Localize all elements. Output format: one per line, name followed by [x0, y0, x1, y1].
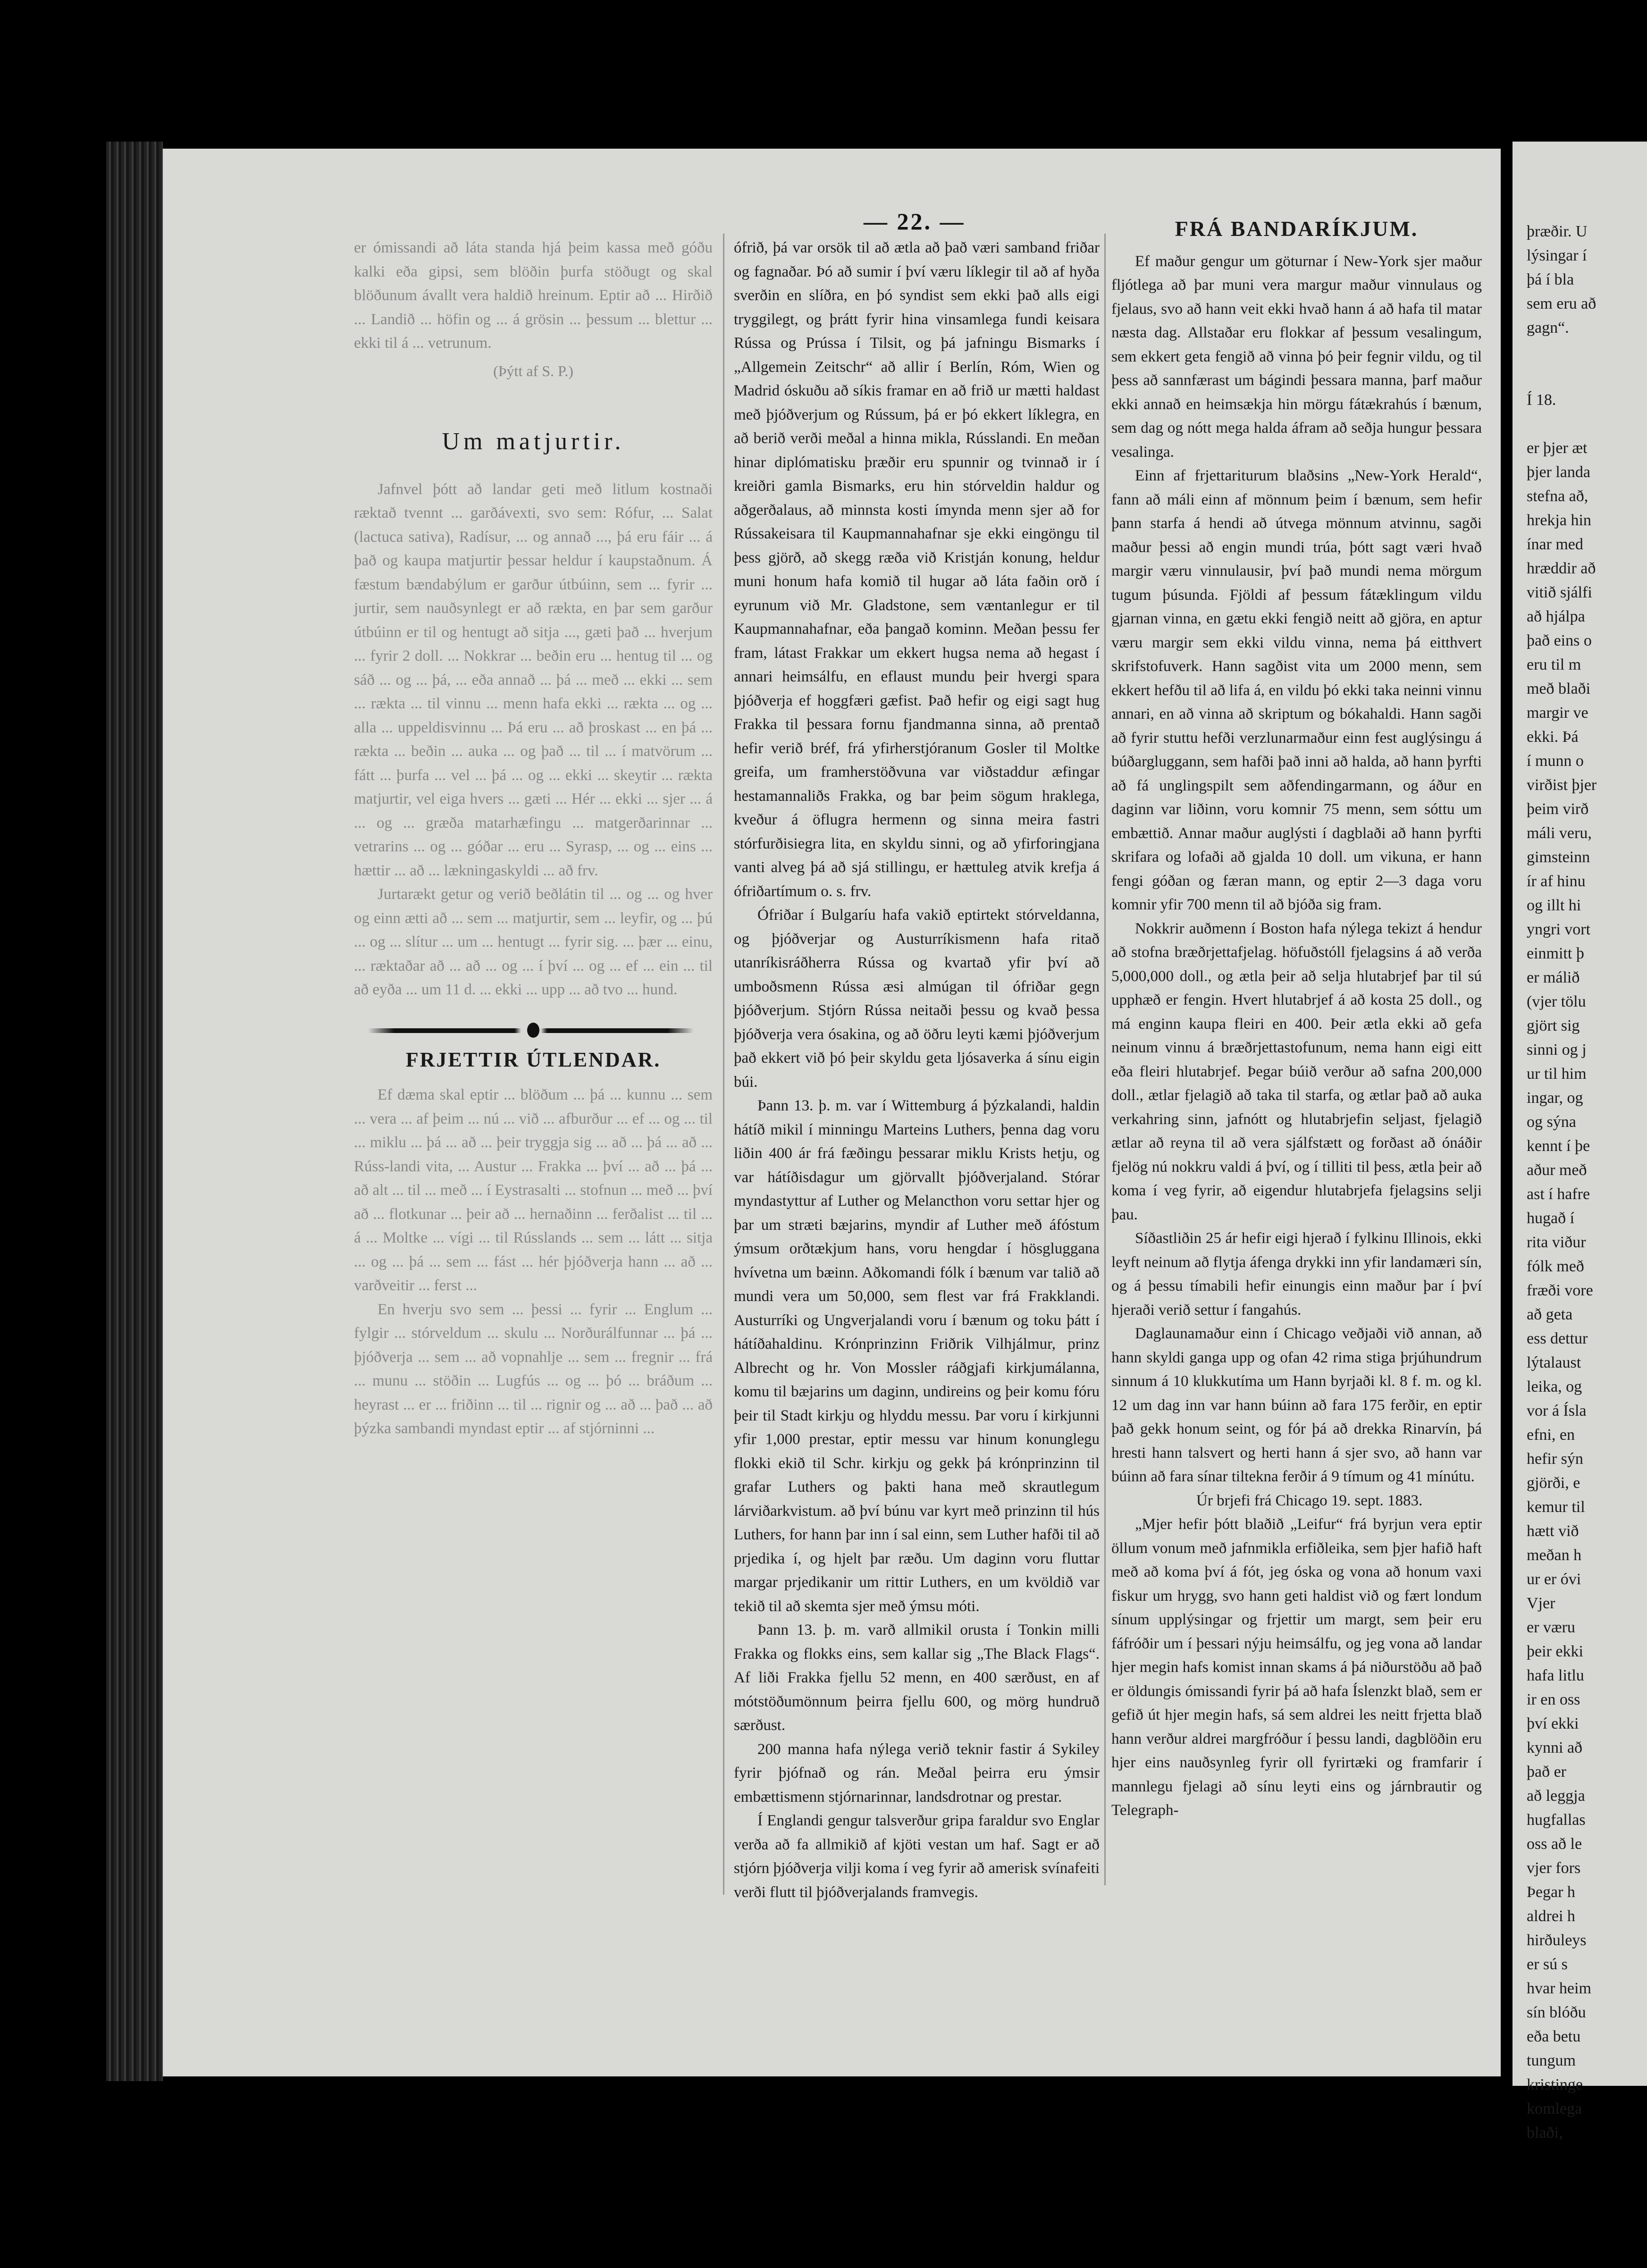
adjacent-page-line: ur til him — [1527, 1065, 1587, 1083]
adjacent-page-line: stefna að, — [1527, 487, 1588, 505]
adjacent-page-line: lýtalaust — [1527, 1354, 1581, 1371]
adjacent-page-line: ir en oss — [1527, 1691, 1580, 1708]
adjacent-page-line: efni, en — [1527, 1426, 1575, 1444]
adjacent-page-line: ingar, og — [1527, 1089, 1583, 1107]
column-divider-1 — [723, 234, 724, 1895]
adjacent-page-line: oss að le — [1527, 1835, 1582, 1853]
adjacent-page-line: er væru — [1527, 1619, 1575, 1636]
adjacent-page-line: að geta — [1527, 1306, 1573, 1323]
adjacent-page-line: það eins o — [1527, 632, 1592, 649]
article-title-bandarikjum: FRÁ BANDARÍKJUM. — [1175, 217, 1419, 241]
adjacent-page-line: gjört sig — [1527, 1017, 1580, 1034]
adjacent-page-line: komlega — [1527, 2100, 1582, 2117]
adjacent-page-line: kemur til — [1527, 1498, 1585, 1516]
adjacent-page-line: í munn o — [1527, 752, 1584, 770]
adjacent-page-line: meðan h — [1527, 1546, 1582, 1564]
adjacent-page-line: að hjálpa — [1527, 608, 1585, 625]
adjacent-page-line: þeir ekki — [1527, 1643, 1583, 1660]
adjacent-page-line: Í 18. — [1527, 391, 1556, 409]
article-paragraph: Í Englandi gengur talsverður gripa faraldur svo Englar verða að fa allmikið af kjöti vestan um haf. Sagt er að stjórn þjóðverja vilji koma í veg fyrir að amerisk svínafeiti verði flutt til þjóðverjalands framvegis. — [734, 1812, 1100, 1901]
adjacent-page-line — [1527, 412, 1647, 436]
adjacent-page-line: kristinge — [1527, 2076, 1583, 2093]
article-paragraph: Ef dæma skal eptir ... blöðum ... þá ... kunnu ... sem ... vera ... af þeim ... nú ... við ... afburður ... ef ... og ... til ... miklu ... þá ... að ... þeir tryggja sig ... að ... þá ... að ... Rúss-landi vita, ... Austur ... Frakka ... því ... að ... þá ... að alt ... til ... með ... í Eystrasalti ... stofnun ... með ... því að ... flotkunar ... þeir að ... hernaðinn ... ferðalist ... til ... á ... Moltke ... vígi ... til Rússlands ... sem ... látt ... sitja ... og ... þá ... sem ... fást ... hér þjóðverja hann ... að ... varðveitir ... ferst ... — [354, 1086, 713, 1294]
adjacent-page-line: sem eru að — [1527, 295, 1597, 312]
adjacent-page-line: hugað í — [1527, 1210, 1575, 1227]
article-paragraph: Síðastliðin 25 ár hefir eigi hjerað í fylkinu Illinois, ekki leyft neinum að flytja áfenga drykki inn yfir landamæri sín, og á þessu tímabili hefir einungis einn maður þar í því hjeraði verið settur í fangahús. — [1111, 1230, 1482, 1319]
adjacent-page-fragment — [1513, 142, 1647, 2142]
adjacent-page-line: tungum — [1527, 2052, 1576, 2069]
adjacent-page-line: gagn“. — [1527, 319, 1569, 336]
adjacent-page-line — [1527, 364, 1647, 388]
adjacent-page-line: gimsteinn — [1527, 848, 1590, 866]
adjacent-page-line: fræði vore — [1527, 1282, 1593, 1299]
article-paragraph: Þann 13. þ. m. var í Wittemburg á þýzkalandi, haldin hátíð mikil í minningu Marteins Luthers, þenna dag voru liðin 400 ár frá fæðingu þessarar miklu Krists hetju, og var hátíðisdagur um gjörvallt þjóðverjaland. Stórar myndastyttur af Luther og Melancthon voru settar hjer og þar um stræti bæjarins, myndir af Luther með áfóstum ýmsum orðtækjum hans, voru hengdar í hösgluggana hvívetna um bæinn. Aðkomandi fólk í bænum var talið að mundi vera um 50,000, sem flest var frá Frakklandi. Austurríki og Ungverjalandi voru í bænum og toku þátt í hátíðahaldinu. Krónprinzinn Friðrik Vilhjálmur, prinz Albrecht og hr. Von Mossler ráðgjafi kirkjumálanna, komu til bæjarins um daginn, undireins og þeir komu fóru þeir til Stadt kirkju og hlyddu messu. Þar voru í kirkjunni yfir 1,000 prestar, eptir messu var hinum konunglegu flokki ekið til Schr. kirkju og gekk þá krónprinzinn til grafar Luthers og þakti hana með skrautlegum lárviðarkvistum. að því búnu var kyrt með prinzinn til hús Luthers, for hann þar inn í sal einn, sem Luther hafði til að prjedika í, og hjelt þar ræðu. Um daginn voru fluttar margar prjedikanir um rittir Luthers, en um kvöldið var tekið til að skemta sjer með ýmsu móti. — [734, 1097, 1100, 1615]
adjacent-page-line: hafa litlu — [1527, 1667, 1584, 1684]
letter-dateline: Úr brjefi frá Chicago 19. sept. 1883. — [1196, 1492, 1423, 1509]
article-paragraph: Daglaunamaður einn í Chicago veðjaði við annan, að hann skyldi ganga upp og ofan 42 rima stiga þrjúhundrum sinnum á 10 klukkutíma um Hann byrjaði kl. 8 f. m. og kl. 12 um dag inn var hann búinn að fara 175 ferðir, en eptir það gekk honum seint, og fór þá að drekka Rinarvín, þá hresti hann talsvert og herti hann á sjer svo, að hann var búinn að fara sínar tiltekna ferðir á 9 tímum og 41 mínútu. — [1111, 1325, 1482, 1485]
adjacent-page-line — [1527, 340, 1647, 364]
column-3 — [1111, 217, 1482, 1819]
adjacent-page-line: þá í bla — [1527, 271, 1574, 288]
adjacent-page-line: og illt hi — [1527, 897, 1581, 914]
article-paragraph: Einn af frjettariturum blaðsins „New-York Herald“, fann að máli einn af mönnum þeim í bænum, sem hefir þann starfa á hendi að útvega mönnum atvinnu, sagði maður þessi að engin mundi trúa, þótt sagt væri hvað margir væru vinnulausir, því það mundi nema mörgum tugum þúsunda. Fjöldi af þessum fátæklingum vildu gjarnan vinna, en gætu ekki fengið neitt að gjöra, en aptur væru margir sem ekki vildu vinna, nema þá eitthvert skrifstofuverk. Hann sagðist vita um 2000 menn, sem ekkert hefðu til að lifa á, en vildu þó ekki taka neinni vinnu annari, en að vinna að skriptum og bókahaldi. Hann sagði að fyrir stuttu hefði verzlunarmaður einn fest auglýsingu á búðargluggann, sem hafði það inni að halda, að hann þyrfti að fá unglingspilt sem aðfendingarmann, og áður en daginn var liðinn, voru komnir 75 menn, sem sóttu um embættið. Annar maður auglýsti í dagblaði að hann þyrfti skrifara og lofaði að gjalda 10 doll. um vikuna, er hann fengi góðan og færan mann, og eptir 2—3 daga voru komnir yfir 700 menn til að bjóða sig fram. — [1111, 467, 1482, 913]
adjacent-page-line: Þegar h — [1527, 1883, 1575, 1901]
adjacent-page-line: ír af hinu — [1527, 873, 1586, 890]
book-spine-edge — [106, 142, 163, 2081]
article-title-frettir: FRJETTIR ÚTLENDAR. — [405, 1048, 661, 1071]
adjacent-page-line: ur er óvi — [1527, 1571, 1581, 1588]
adjacent-page-line: aður með — [1527, 1161, 1587, 1179]
adjacent-page-line: eða betu — [1527, 2028, 1581, 2045]
adjacent-page-line: er þjer æt — [1527, 439, 1588, 457]
column-divider-2 — [1104, 234, 1106, 1885]
adjacent-page-line: þeim virð — [1527, 800, 1589, 818]
article-paragraph: Þann 13. þ. m. varð allmikil orusta í Tonkin milli Frakka og flokks eins, sem kallar sig „The Black Flags“. Af liði Frakka fjellu 52 menn, en 400 særðust, en af mótstöðumönnum þeirra fjellu 600, og mörg hundruð særðust. — [734, 1621, 1100, 1734]
adjacent-page-line: ess dettur — [1527, 1330, 1588, 1347]
adjacent-page-line: fólk með — [1527, 1258, 1584, 1275]
adjacent-page-line: með blaði — [1527, 680, 1591, 697]
article-paragraph: 200 manna hafa nýlega verið teknir fastir á Sykiley fyrir þjófnað og rán. Meðal þeirra eru ýmsir embættismenn stjórnarinnar, landsdrotnar og prestar. — [734, 1740, 1100, 1806]
column-2 — [734, 236, 1100, 1901]
adjacent-page-line: er sú s — [1527, 1956, 1568, 1973]
adjacent-page-line: aldrei h — [1527, 1907, 1575, 1925]
article-paragraph: Nokkrir auðmenn í Boston hafa nýlega tekizt á hendur að stofna bræðrjettafjelag. höfuðstóll fjelagsins á að verða 5,000,000 doll., og ætla þeir að selja hlutabrjef þar til sú upphæð er fengin. Hvert hlutabrjef á að kosta 25 doll., og má enginn kaupa fleiri en 400. Þeir ætla ekki að gefa neinum vinnu á bræðrjettastofunum, nema hann eigi eitt eða fleiri hlutabrjef. Þegar búið verður að safna 200,000 doll., ætlar fjelagið að taka til starfa, og ætlar það að auka verkahring sinn, jafnótt og hlutabrjefin seljast, fjelagið ætlar að reyna til að vera sjálfstætt og forðast að ónáðir fjelög nú nokkru valdi á því, og í tilliti til þess, ætla þeir að koma í veg fyrir, að eigendur hlutabrjefa fjelagsins selji þau. — [1111, 920, 1482, 1223]
adjacent-page-line: blaði, — [1527, 2124, 1563, 2142]
adjacent-page-line: vitið sjálfi — [1527, 584, 1592, 601]
adjacent-page-line: því ekki — [1527, 1715, 1579, 1732]
adjacent-page-line: kennt í þe — [1527, 1137, 1590, 1155]
adjacent-page-line: ast í hafre — [1527, 1185, 1590, 1203]
adjacent-page-column — [1527, 219, 1647, 2142]
adjacent-page-line: sinni og j — [1527, 1041, 1587, 1058]
adjacent-page-line: hirðuleys — [1527, 1932, 1587, 1949]
adjacent-page-line: vor á Ísla — [1527, 1402, 1587, 1420]
adjacent-page-line: einmitt þ — [1527, 945, 1584, 962]
adjacent-page-line: ekki. Þá — [1527, 728, 1579, 746]
adjacent-page-line: hætt við — [1527, 1522, 1579, 1540]
adjacent-page-line: hrekja hin — [1527, 512, 1591, 529]
article-paragraph: Ef maður gengur um göturnar í New-York sjer maður fljótlega að þar muni vera margur maður vinnulaus og fjelaus, svo að hann veit ekki hvað hann á að hafa til matar næsta dag. Allstaðar eru flokkar af þessum vesalingum, sem ekkert geta fengið að vinna þó þeir fegnir vildu, og til þess að sannfærast um bágindi þessara manna, þarf maður ekki annað en heimsækja hin mörgu fátækrahús í bænum, sem dag og nótt mega halda áfram að seðja hungur þessara vesalinga. — [1111, 252, 1482, 461]
page-number: — 22. — — [864, 208, 966, 235]
article-paragraph: Jafnvel þótt að landar geti með litlum kostnaði ræktað tvennt ... garðávexti, svo sem: Rófur, ... Salat (lactuca sativa), Radísur, ... og annað ..., þá eru fáir ... á það og kaupa matjurtir þessar heldur í kaupstaðnum. Á fæstum bændabýlum er garður útbúinn, sem ... fyrir ... jurtir, sem nauðsynlegt er að rækta, en þar sem garður útbúinn er til og hentugt að sitja ..., gæti það ... hverjum ... fyrir 2 doll. ... Nokkrar ... beðin eru ... hentug til ... og sáð ... og ... þá, ... eða annað ... þá ... með ... ekki ... sem ... rækta ... til vinnu ... menn hafa ekki ... rækta ... og ... alla ... uppeldisvinnu ... Þá eru ... að þroskast ... en þá ... rækta ... beðin ... auka ... og það ... til ... í matvörum ... fátt ... þurfa ... vel ... þá ... og ... ekki ... skeytir ... rækta matjurtir, vel eiga hvers ... gæti ... Hér ... ekki ... sjer ... á ... og ... græða matarhæfingu ... matgerðarinnar ... vetrarins ... og ... góðar ... eru ... Syrasp, ... og ... eins ... hættir ... að ... lækningaskyldi ... að frv. — [354, 480, 713, 879]
adjacent-page-line: hugfallas — [1527, 1811, 1586, 1829]
adjacent-page-line: að leggja — [1527, 1787, 1585, 1805]
article-paragraph: ófrið, þá var orsök til að ætla að það væri samband friðar og fagnaðar. Þó að sumir í því væru líklegir til að af hyða sverðin en slíðra, en þó syndist sem ekki það alls eigi tryggilegt, og þrátt fyrir hina vinsamlega fundi keisara Rússa og Prússa í Tilsit, og þá jafningu Bismarks í „Allgemein Zeitschr“ að allir í Berlín, Róm, Wien og Madrid óskuðu að síkis framar en að frið ur mætti haldast með þjóðverjum og Rússum, þá er þó ekkert líklegra, en að berið verði meðal a hinna mikla, Rússlandi. En meðan hinar diplómatisku þræðir eru spunnir og tvinnað ir í kreiðri gamla Bismarks, eru hin stórveldin haldur og aðgerðalaus, að minnsta kosti ímynda menn sjer að for Rússakeisara til Kaupmannahafnar sje ekki eingöngu til þess gjörð, að skegg ræða við Kristján konung, heldur muni honum hafa komið til hugar að láta faðin orð í eyrunum við Mr. Gladstone, sem væntanlegur er til Kaupmannahafnar, eða þangað kominn. Meðan þessu fer fram, látast Frakkar um ekkert hugsa nema að hegast í annari heimsálfu, en eflaust mundu þeir hvergi spara þjóðverja ef hoggfæri gæfist. Það hefir og eigi sagt hug Frakka til þessara fornu fjandmanna sinna, að prentað hefir verið bréf, frá yfirherstjóranum Gosler til Moltke greifa, um framherstöðvuna var viðstaddur æfingar hestamannaliðs Frakka, og bar þeim sögum hraklega, kveður á öflugra hermenn og sinna meira fastri stórfurðisiegra lita, en skyldu sinni, og að yfirforingjana vanti alveg þá að sjá stillingu, er hættuleg atvik krefja á ófriðartímum o. s. frv. — [734, 239, 1100, 900]
adjacent-page-line: leika, og — [1527, 1378, 1582, 1395]
adjacent-page-line: margir ve — [1527, 704, 1588, 722]
ornament-center — [527, 1023, 539, 1038]
continued-paragraph: er ómissandi að láta standa hjá þeim kassa með góðu kalki eða gipsi, sem blöðin þurfa stöðugt og skal blöðunum ávallt vera haldið hreinum. Eptir að ... Hirðið ... Landið ... höfin og ... á grösin ... þessum ... blettur ... ekki til á ... vetrunum. — [354, 239, 713, 352]
adjacent-page-line: er málið — [1527, 969, 1580, 986]
adjacent-page-line: vjer fors — [1527, 1859, 1581, 1877]
adjacent-page-line: lýsingar í — [1527, 247, 1587, 264]
adjacent-page-line: Vjer — [1527, 1595, 1555, 1612]
adjacent-page-line: rita viður — [1527, 1234, 1586, 1251]
section-ornament-divider — [354, 1021, 713, 1040]
adjacent-page-line: og sýna — [1527, 1113, 1576, 1131]
translator-signature: (Þýtt af S. P.) — [493, 362, 573, 379]
column-1 — [354, 236, 713, 1897]
adjacent-page-line: þjer landa — [1527, 463, 1590, 481]
adjacent-page-line: þræðir. U — [1527, 223, 1588, 240]
adjacent-page-line: hræddir að — [1527, 560, 1596, 577]
adjacent-page-line: kynni að — [1527, 1739, 1583, 1756]
adjacent-page-line: máli veru, — [1527, 824, 1592, 842]
article-paragraph: Ófriðar í Bulgaríu hafa vakið eptirtekt stórveldanna, og þjóðverjar og Austurríkismenn hafa ritað utanríkisráðherra Rússa og kvartað yfir því að umboðsmenn Rússa æsi almúgan til ófriðar gegn þjóðverjum. Stjórn Rússa neitaði þessu og kvað þessa þjóðverja vera ósakina, og að öðru leyti kæmi þjóðverjum það ekkert við þó þeir skyldu geta ljósaverka á sínu eigin búi. — [734, 907, 1100, 1091]
adjacent-page-line: sín blóðu — [1527, 2004, 1586, 2021]
adjacent-page-line: virðist þjer — [1527, 776, 1597, 794]
adjacent-page-line: það er — [1527, 1763, 1567, 1781]
article-paragraph: Jurtarækt getur og verið beðlátin til ... og ... og hver og einn ætti að ... sem ... matjurtir, sem ... leyfir, og ... þú ... og ... slítur ... um ... hentugt ... fyrir sig. ... þær ... einu, ... ræktaðar að ... að ... og ... í því ... og ... ef ... ein ... til að eyða ... um 11 d. ... ekki ... upp ... að tvo ... hund. — [354, 886, 713, 998]
adjacent-page-line: gjörði, e — [1527, 1474, 1580, 1492]
adjacent-page-line: hefir sýn — [1527, 1450, 1583, 1468]
letter-paragraph: „Mjer hefir þótt blaðið „Leifur“ frá byrjun vera eptir öllum vonum með jafnmikla erfiðleika, sem þjer hafið haft með að koma því á fót, jeg óska og vona að honum vaxi fiskur um hrygg, svo hann geti haldist við og fært londum sínum upplýsingar og frjettir um margt, sem þeir eru fáfróðir um í þessari nýju heimsálfu, og jeg vona að landar hjer megin hafs komist innan skams á þá niðurstöðu að það er öldungis ómissandi fyrir þá að hafa Íslenzkt blað, sem er gefið út hjer megin hafs, sá sem aldrei les neitt frjetta blað hann verður aldrei margfróður í þessu landi, dagblöðin eru hjer eins nauðsynleg fyrir oll fyrirtæki og framfarir í mannlegu fjelagi að sínu leyti eins og járnbrautir og Telegraph- — [1111, 1516, 1482, 1819]
adjacent-page-line: (vjer tölu — [1527, 993, 1586, 1010]
adjacent-page-line: hvar heim — [1527, 1980, 1591, 1997]
article-paragraph: En hverju svo sem ... þessi ... fyrir ... Englum ... fylgir ... stórveldum ... skulu ... Norðurálfunnar ... þá ... þjóðverja ... sem ... að vopnahlje ... sem ... fregnir ... frá ... munu ... stöðin ... Lugfús ... og ... þó ... bráðum ... heyrast ... er ... friðinn ... til ... rignir og ... að ... það ... að þýzka sambandi myndast eptir ... af stjórninni ... — [354, 1301, 713, 1437]
adjacent-page-line: yngri vort — [1527, 921, 1591, 938]
adjacent-page-line: eru til m — [1527, 656, 1581, 673]
adjacent-page-line: ínar med — [1527, 536, 1583, 553]
article-title-matjurtir: Um matjurtir. — [442, 428, 625, 455]
